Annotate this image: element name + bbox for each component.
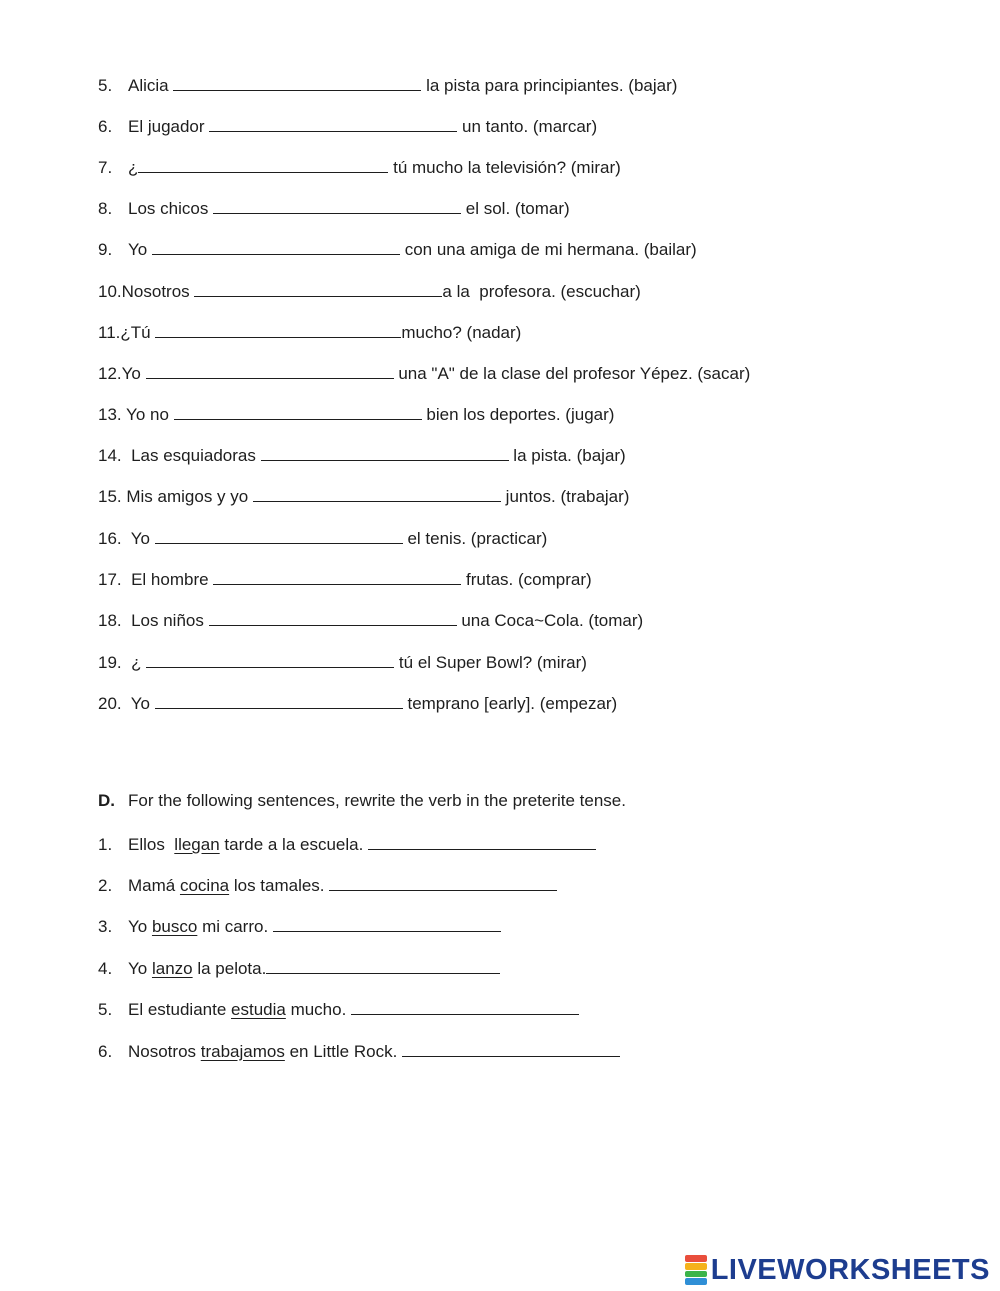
item-text-after: temprano [early]. (empezar) <box>402 694 618 713</box>
item-number: 3. <box>98 917 113 936</box>
answer-blank[interactable] <box>253 485 501 502</box>
answer-blank[interactable] <box>138 156 388 173</box>
item-text-before: Mamá <box>128 876 180 895</box>
underlined-verb: llegan <box>174 835 220 854</box>
item-number: 20. <box>98 694 122 713</box>
rewrite-item <box>98 915 501 939</box>
item-text-after: con una amiga de mi hermana. (bailar) <box>399 240 697 259</box>
item-text-before: Los niños <box>121 611 209 630</box>
exercise-item <box>98 444 626 468</box>
item-text-after: mucho? (nadar) <box>401 323 522 342</box>
item-text-before: Yo <box>121 694 155 713</box>
item-number: 16. <box>98 529 122 548</box>
item-number: 4. <box>98 959 113 978</box>
item-text-before: Ellos <box>128 835 175 854</box>
item-text-before: Alicia <box>128 76 174 95</box>
underlined-verb: cocina <box>179 876 230 895</box>
answer-blank[interactable] <box>273 915 501 932</box>
exercise-item <box>98 362 750 386</box>
item-text-before: Nosotros <box>128 1042 201 1061</box>
underlined-verb: busco <box>151 917 198 936</box>
rewrite-item <box>98 998 579 1022</box>
exercise-item <box>98 197 570 221</box>
item-text-before: ¿ <box>128 158 139 177</box>
item-text-before: Nosotros <box>121 282 195 301</box>
underlined-verb: trabajamos <box>200 1042 285 1061</box>
answer-blank[interactable] <box>368 833 596 850</box>
item-number: 7. <box>98 158 113 177</box>
item-text-before: Yo <box>121 364 146 383</box>
answer-blank[interactable] <box>194 280 442 297</box>
item-number: 9. <box>98 240 113 259</box>
answer-blank[interactable] <box>155 692 403 709</box>
item-text-after: mucho. <box>285 1000 352 1019</box>
answer-blank[interactable] <box>209 115 457 132</box>
answer-blank[interactable] <box>402 1040 620 1057</box>
item-text-after: tú mucho la televisión? (mirar) <box>388 158 621 177</box>
item-text-after: la pista. (bajar) <box>508 446 626 465</box>
item-text-before: El jugador <box>128 117 210 136</box>
item-text-before: Yo <box>121 529 155 548</box>
underlined-verb: estudia <box>231 1000 286 1019</box>
answer-blank[interactable] <box>146 651 394 668</box>
item-text-after: tú el Super Bowl? (mirar) <box>394 653 587 672</box>
item-number: 11. <box>98 323 121 342</box>
item-number: 2. <box>98 876 113 895</box>
item-text-after: frutas. (comprar) <box>461 570 592 589</box>
item-text-after: a la profesora. (escuchar) <box>442 282 641 301</box>
item-number: 18. <box>98 611 122 630</box>
item-number: 6. <box>98 117 113 136</box>
exercise-item <box>98 321 521 345</box>
answer-blank[interactable] <box>173 74 421 91</box>
exercise-item <box>98 568 592 592</box>
item-number: 5. <box>98 1000 113 1019</box>
item-text-after: el tenis. (practicar) <box>402 529 548 548</box>
section-instructions: For the following sentences, rewrite the verb in the preterite tense. <box>128 791 626 810</box>
exercise-item <box>98 609 643 633</box>
exercise-item <box>98 692 617 716</box>
item-text-after: la pista para principiantes. (bajar) <box>421 76 678 95</box>
underlined-verb: lanzo <box>151 959 193 978</box>
liveworksheets-logo <box>685 1252 990 1288</box>
item-text-after: en Little Rock. <box>284 1042 403 1061</box>
item-text-after: el sol. (tomar) <box>461 199 570 218</box>
exercise-item <box>98 156 621 180</box>
item-number: 14. <box>98 446 122 465</box>
section-letter: D. <box>98 791 115 810</box>
item-number: 13. <box>98 405 122 424</box>
item-text-before: Yo <box>128 959 152 978</box>
exercise-item <box>98 485 629 509</box>
rewrite-item <box>98 833 596 857</box>
answer-blank[interactable] <box>209 609 457 626</box>
answer-blank[interactable] <box>266 957 500 974</box>
exercise-item <box>98 651 587 675</box>
rewrite-item <box>98 874 557 898</box>
item-text-before: ¿ <box>121 653 147 672</box>
item-text-after: bien los deportes. (jugar) <box>421 405 615 424</box>
item-text-before: El estudiante <box>128 1000 232 1019</box>
rewrite-item <box>98 1040 620 1064</box>
item-number: 12. <box>98 364 122 383</box>
item-text-before: Las esquiadoras <box>121 446 261 465</box>
item-text-before: ¿Tú <box>120 323 156 342</box>
answer-blank[interactable] <box>261 444 509 461</box>
answer-blank[interactable] <box>155 321 401 338</box>
item-number: 5. <box>98 76 113 95</box>
answer-blank[interactable] <box>155 527 403 544</box>
item-text-before: Mis amigos y yo <box>121 487 253 506</box>
item-number: 10. <box>98 282 122 301</box>
item-number: 17. <box>98 570 122 589</box>
rewrite-item <box>98 957 500 981</box>
answer-blank[interactable] <box>152 238 400 255</box>
item-text-before: El hombre <box>121 570 214 589</box>
item-text-before: Los chicos <box>128 199 214 218</box>
liveworksheets-logo-icon <box>685 1255 707 1285</box>
answer-blank[interactable] <box>213 197 461 214</box>
item-text-after: tarde a la escuela. <box>219 835 369 854</box>
answer-blank[interactable] <box>213 568 461 585</box>
item-text-after: una "A" de la clase del profesor Yépez. (sacar) <box>393 364 751 383</box>
exercise-item <box>98 74 677 98</box>
answer-blank[interactable] <box>351 998 579 1015</box>
answer-blank[interactable] <box>329 874 557 891</box>
item-number: 15. <box>98 487 122 506</box>
answer-blank[interactable] <box>174 403 422 420</box>
logo-text: LIVEWORKSHEETS <box>710 1253 990 1286</box>
item-text-after: la pelota. <box>192 959 267 978</box>
item-number: 6. <box>98 1042 113 1061</box>
answer-blank[interactable] <box>146 362 394 379</box>
item-text-before: Yo no <box>121 405 174 424</box>
item-number: 8. <box>98 199 113 218</box>
item-text-after: mi carro. <box>197 917 273 936</box>
exercise-item <box>98 403 614 427</box>
item-number: 19. <box>98 653 122 672</box>
exercise-item <box>98 238 697 262</box>
item-text-after: los tamales. <box>229 876 330 895</box>
section-d-heading <box>98 791 626 815</box>
item-text-after: juntos. (trabajar) <box>500 487 630 506</box>
item-text-before: Yo <box>128 917 152 936</box>
exercise-item <box>98 115 597 139</box>
exercise-item <box>98 527 547 551</box>
item-text-after: un tanto. (marcar) <box>457 117 598 136</box>
item-text-after: una Coca~Cola. (tomar) <box>456 611 644 630</box>
exercise-item <box>98 280 641 304</box>
item-number: 1. <box>98 835 113 854</box>
item-text-before: Yo <box>128 240 152 259</box>
